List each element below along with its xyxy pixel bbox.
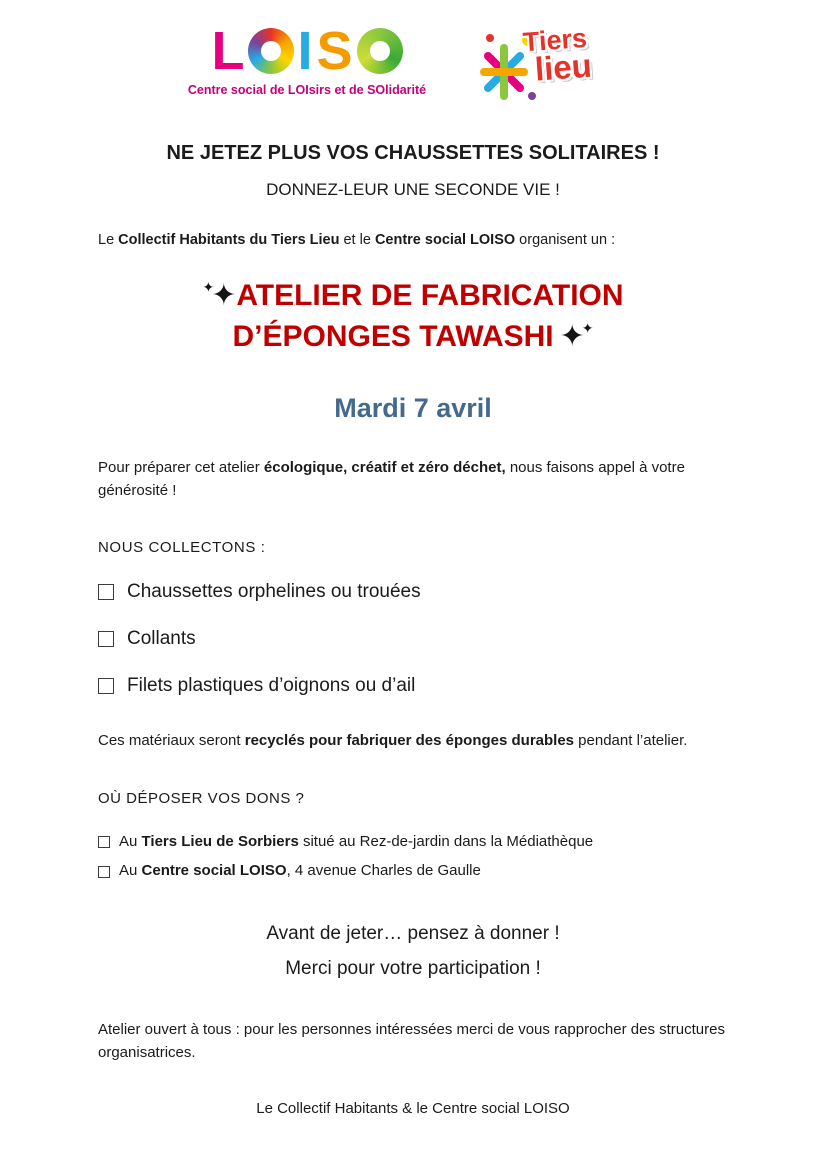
loiso-letter-i: I [297, 21, 314, 81]
loiso-logo [187, 21, 427, 97]
list-item [98, 860, 728, 883]
appeal-pre: Pour préparer cet atelier [98, 459, 264, 476]
sparkle-icon: ✦✦ [559, 319, 594, 353]
list-item [98, 628, 728, 650]
appeal-bold: écologique, créatif et zéro déchet, [263, 459, 506, 476]
loiso-letter-o-multicolor-ring-icon [248, 28, 294, 74]
recycle-bold: recyclés pour fabriquer des éponges durables [244, 731, 575, 749]
workshop-title [98, 276, 728, 357]
recycle-post: pendant l’atelier. [574, 731, 688, 749]
loiso-wordmark [211, 21, 402, 81]
headline: NE JETEZ PLUS VOS CHAUSSETTES SOLITAIRES ! [166, 142, 660, 164]
checkbox-icon [98, 584, 114, 600]
list-item [98, 831, 728, 854]
loiso-tagline: Centre social de LOIsirs et de SOlidarité [187, 83, 427, 97]
intro-bold-loiso: Centre social LOISO [374, 232, 516, 248]
checkbox-icon [98, 866, 110, 878]
collect-item-label: Chaussettes orphelines ou trouées [127, 580, 421, 602]
logo-row [98, 21, 728, 110]
collect-item-label: Collants [127, 627, 196, 649]
intro-mid: et le [339, 232, 375, 248]
checkbox-icon [98, 631, 114, 647]
cta-line2: Merci pour votre participation ! [285, 957, 541, 979]
tiers-lieu-line2: lieu [533, 46, 594, 88]
cta-line1: Avant de jeter… pensez à donner ! [266, 922, 560, 944]
loiso-letter-l: L [211, 21, 246, 81]
signature: Le Collectif Habitants & le Centre social LOISO [256, 1100, 570, 1118]
tiers-lieu-line1: Tiers [522, 22, 589, 58]
checkbox-icon [98, 836, 110, 848]
intro-paragraph [98, 232, 728, 248]
intro-bold-collectif: Collectif Habitants du Tiers Lieu [118, 232, 340, 248]
recycle-pre: Ces matériaux seront [98, 731, 245, 749]
recycle-paragraph [98, 729, 728, 752]
where-heading: OÙ DÉPOSER VOS DONS ? [98, 789, 305, 807]
subheadline: DONNEZ-LEUR UNE SECONDE VIE ! [266, 180, 560, 199]
list-item [98, 675, 728, 697]
tiers-lieu-logo [478, 22, 638, 110]
loiso-letter-o-green-ring-icon [357, 28, 403, 74]
where-item-label: Au Centre social LOISO, 4 avenue Charles de Gaulle [119, 862, 481, 880]
intro-pre: Le [98, 232, 119, 248]
intro-post: organisent un : [515, 232, 616, 248]
footer-note: Atelier ouvert à tous : pour les personnes intéressées merci de vous rapprocher des structures organisatrices. [98, 1020, 725, 1061]
appeal-paragraph [98, 456, 728, 503]
where-item-label: Au Tiers Lieu de Sorbiers situé au Rez-de-jardin dans la Médiathèque [119, 832, 594, 850]
collect-heading: NOUS COLLECTONS : [98, 538, 266, 556]
tiers-lieu-wordmark [522, 22, 594, 88]
list-item [98, 581, 728, 603]
workshop-title-line2: D’ÉPONGES TAWASHI [232, 319, 554, 353]
loiso-letter-s: S [316, 21, 354, 81]
workshop-title-line1: ATELIER DE FABRICATION [236, 279, 624, 312]
sparkle-icon: ✦✦ [202, 279, 237, 312]
event-date: Mardi 7 avril [334, 393, 492, 423]
appeal-post: nous faisons appel à votre générosité ! [98, 459, 685, 500]
collect-item-label: Filets plastiques d’oignons ou d’ail [127, 674, 416, 696]
checkbox-icon [98, 678, 114, 694]
